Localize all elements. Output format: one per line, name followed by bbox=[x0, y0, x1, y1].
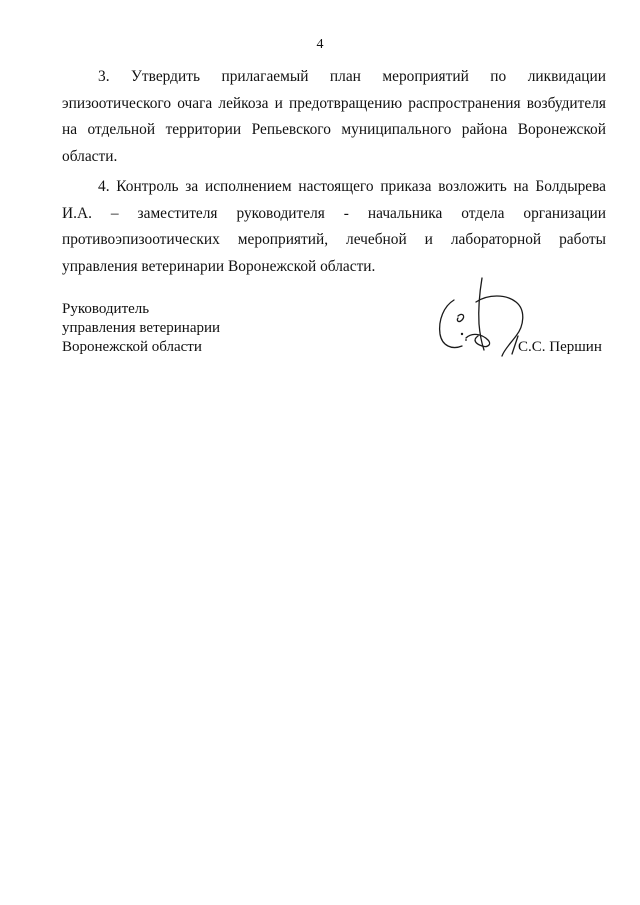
signatory-title-line: Воронежской области bbox=[62, 339, 202, 355]
signatory-title-line: Руководитель bbox=[62, 301, 150, 317]
handwritten-signature bbox=[432, 276, 532, 358]
signer-name: С.С. Першин bbox=[518, 339, 602, 355]
paragraph-approve-plan: 3. Утвердить прилагаемый план мероприятий по ликвидации эпизоотического очага лейкоза и предотвращению распространения возбудителя на отдельной территории Репьевского муниципального района Воронежской области. bbox=[62, 68, 606, 165]
signatory-title-line: управления ветеринарии bbox=[62, 320, 221, 336]
paragraph-control-assignment: 4. Контроль за исполнением настоящего приказа возложить на Болдырева И.А. – заместителя руководителя - начальника отдела организации противоэпизоотических мероприятий, лечебной и лабораторной работы управления ветеринарии Воронежской области. bbox=[62, 178, 606, 275]
signatory-title bbox=[62, 300, 220, 357]
document-body bbox=[62, 64, 606, 280]
page-number: 4 bbox=[316, 37, 324, 52]
